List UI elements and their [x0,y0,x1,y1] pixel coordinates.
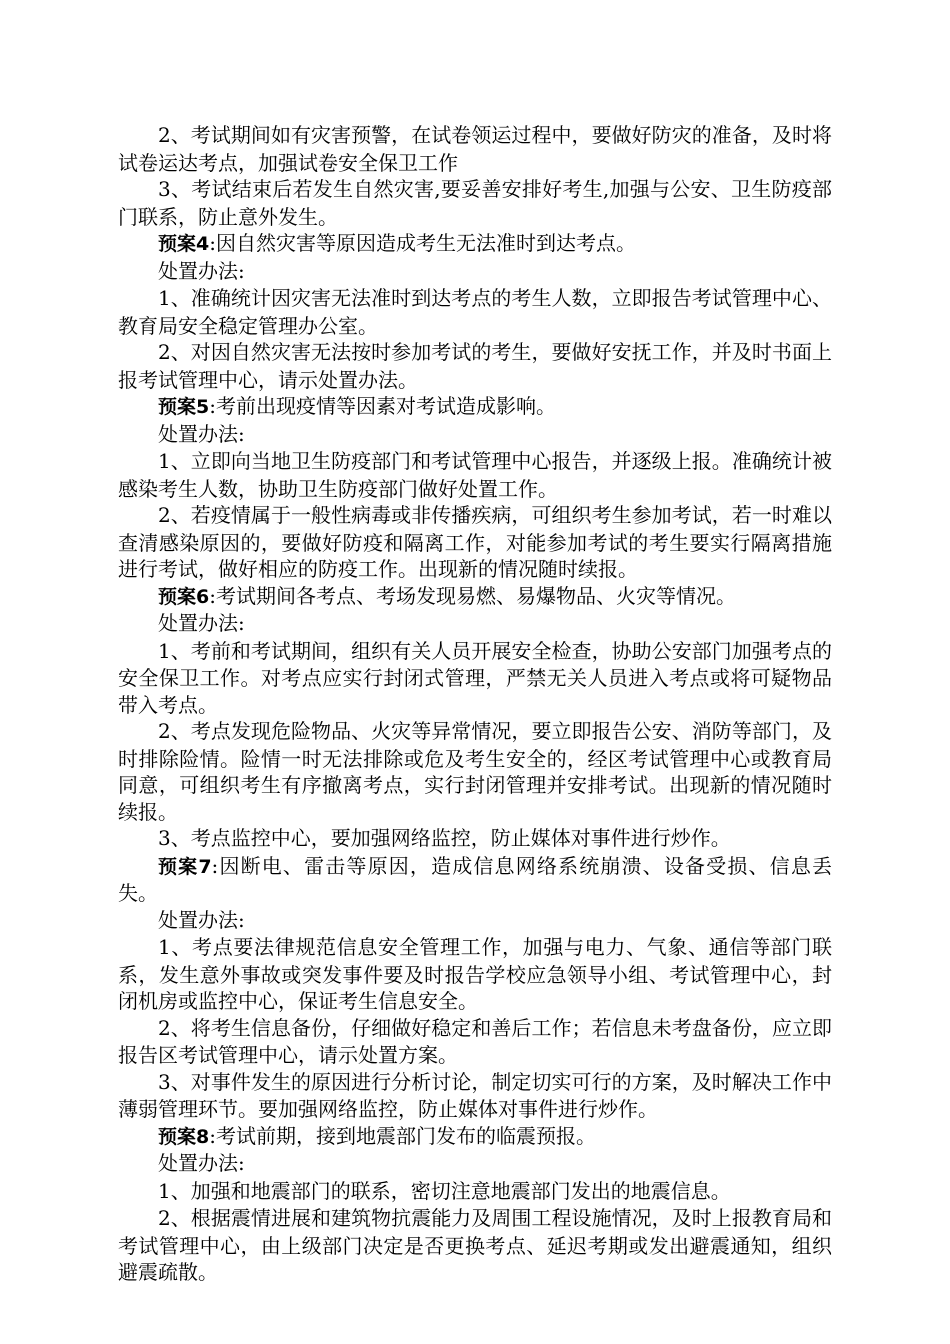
paragraph-text: 3、对事件发生的原因进行分析讨论，制定切实可行的方案，及时解决工作中薄弱管理环节。要加强网络监控，防止媒体对事件进行炒作。 [118,1069,832,1121]
paragraph-text: 处置办法: [158,611,245,635]
paragraph-text: 1、准确统计因灾害无法准时到达考点的考生人数，立即报告考试管理中心、教育局安全稳定管理办公室。 [118,286,832,338]
paragraph-text: 2、考点发现危险物品、火灾等异常情况，要立即报告公安、消防等部门，及时排除险情。险情一时无法排除或危及考生安全的，经区考试管理中心或教育局同意，可组织考生有序撤离考点，实行封闭管理并安排考试。出现新的情况随时续报。 [118,719,832,824]
paragraph-text: 2、根据震情进展和建筑物抗震能力及周围工程设施情况，及时上报教育局和考试管理中心，由上级部门决定是否更换考点、延迟考期或发出避震通知，组织避震疏散。 [118,1206,832,1284]
paragraph-text: 2、对因自然灾害无法按时参加考试的考生，要做好安抚工作，并及时书面上报考试管理中心，请示处置办法。 [118,340,832,392]
paragraph-text: :考试前期，接到地震部门发布的临震预报。 [209,1123,596,1148]
plan-label: 预案7 [158,855,212,878]
paragraph-text: 1、考点要法律规范信息安全管理工作，加强与电力、气象、通信等部门联系，发生意外事故或突发事件要及时报告学校应急领导小组、考试管理中心，封闭机房或监控中心，保证考生信息安全。 [118,935,832,1013]
paragraph [118,853,832,907]
paragraph [118,907,832,935]
paragraph [118,502,832,583]
paragraph-text: 处置办法: [158,258,245,283]
paragraph [118,1123,832,1151]
document-body [118,122,832,1286]
paragraph-text: 处置办法: [158,907,245,932]
paragraph [118,1178,832,1206]
plan-label: 预案8 [158,1125,210,1148]
paragraph [118,825,832,853]
paragraph-text: :考前出现疫情等因素对考试造成影响。 [209,394,556,418]
paragraph [118,421,832,449]
paragraph-text: 1、加强和地震部门的联系，密切注意地震部门发出的地震信息。 [158,1178,731,1203]
paragraph-text: 2、考试期间如有灾害预警，在试卷领运过程中，要做好防灾的准备，及时将试卷运达考点，加强试卷安全保卫工作 [118,123,832,175]
paragraph [118,1205,832,1286]
paragraph [118,230,832,258]
paragraph [118,1069,832,1123]
paragraph-text: 2、将考生信息备份，仔细做好稳定和善后工作；若信息未考盘备份，应立即报告区考试管理中心，请示处置方案。 [118,1015,832,1067]
paragraph [118,176,832,230]
paragraph-text: 1、考前和考试期间，组织有关人员开展安全检查，协助公安部门加强考点的安全保卫工作。对考点应实行封闭式管理，严禁无关人员进入考点或将可疑物品带入考点。 [118,638,832,717]
paragraph-text: :考试期间各考点、考场发现易燃、易爆物品、火灾等情况。 [209,583,736,608]
paragraph [118,285,832,339]
paragraph-text: :因自然灾害等原因造成考生无法准时到达考点。 [209,231,636,255]
paragraph-text: 1、立即向当地卫生防疫部门和考试管理中心报告，并逐级上报。准确统计被感染考生人数，协助卫生防疫部门做好处置工作。 [118,449,832,501]
paragraph [118,448,832,502]
paragraph-text: 处置办法: [158,1151,245,1175]
plan-label: 预案4 [158,233,210,255]
paragraph [118,583,832,611]
paragraph [118,1015,832,1069]
paragraph [118,1150,832,1178]
paragraph [118,718,832,825]
paragraph-text: 3、考点监控中心，要加强网络监控，防止媒体对事件进行炒作。 [158,826,731,850]
paragraph-text: 2、若疫情属于一般性病毒或非传播疾病，可组织考生参加考试，若一时难以查清感染原因的，要做好防疫和隔离工作，对能参加考试的考生要实行隔离措施进行考试，做好相应的防疫工作。出现新的情况随时续报。 [118,503,832,581]
paragraph [118,339,832,393]
plan-label: 预案5 [158,396,210,418]
paragraph [118,122,832,176]
plan-label: 预案6 [158,585,210,608]
paragraph [118,638,832,719]
paragraph-text: :因断电、雷击等原因，造成信息网络系统崩溃、设备受损、信息丢失。 [118,853,832,905]
paragraph [118,934,832,1015]
paragraph-text: 处置办法: [158,421,245,446]
paragraph [118,393,832,421]
paragraph [118,258,832,286]
paragraph-text: 3、考试结束后若发生自然灾害,要妥善安排好考生,加强与公安、卫生防疫部门联系，防止意外发生。 [118,177,832,229]
paragraph [118,610,832,638]
